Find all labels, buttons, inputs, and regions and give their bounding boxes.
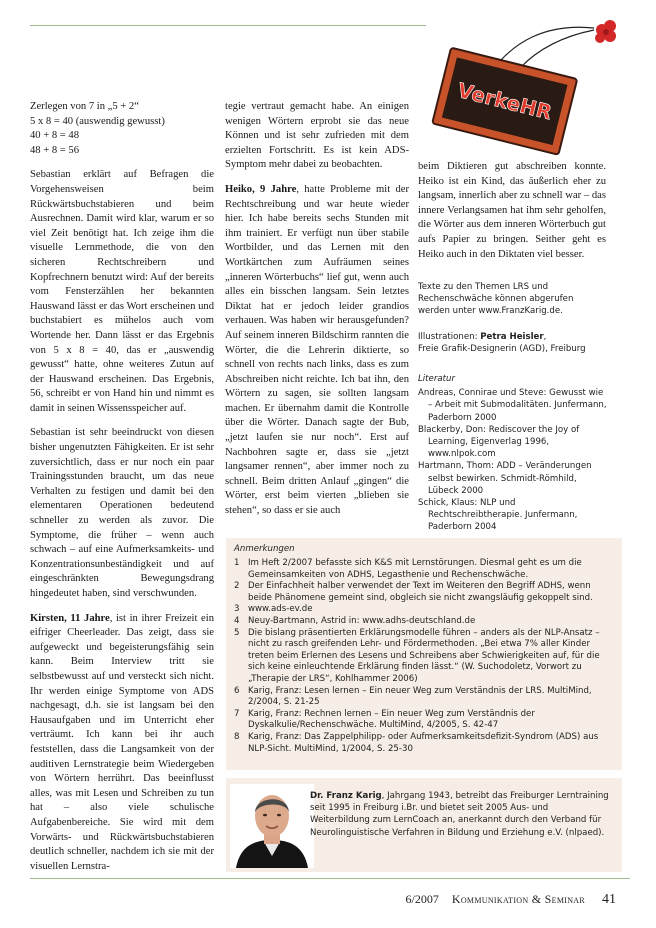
- math-line: 5 x 8 = 40 (auswendig gewusst): [30, 115, 165, 127]
- note-item: [234, 558, 614, 581]
- literature-heading: Literatur: [418, 374, 455, 384]
- note-text: www.ads-ev.de: [248, 604, 313, 615]
- paragraph: tegie vertraut gemacht habe. An einigen wenigen Wörtern erprobt sie das neue Können und ist sehr zufrieden mit dem erzielten Fortschritt. Es ist kein ADS-Symptom mehr dabei zu beobachten.: [225, 101, 409, 171]
- notes-heading: Anmerkungen: [234, 544, 295, 554]
- column-3: [418, 160, 606, 272]
- paragraph-kirsten: [30, 612, 214, 875]
- author-bio-box: [226, 778, 622, 872]
- author-name: Dr. Franz Karig: [310, 791, 382, 801]
- math-line: 40 + 8 = 48: [30, 130, 80, 142]
- note-text: Die bislang präsentierten Erklärungsmodelle führen – anders als der NLP-Ansatz – nicht zu rasch greifenden Lehr- und Fördermethoden. „Bei etwa 7% aller Kinder treten beim Erlernen des Lesens und Schreibens aber Schwierigkeiten auf, für die sich keine einleuchtende Erklärung finden lässt.“ (W. Suchodoletz, Vorwort zu „Therapie der LRS“, Kohlhammer 2006): [248, 627, 600, 684]
- issue-number: 6/2007: [405, 892, 439, 906]
- magazine-name: Kommunikation & Seminar: [451, 892, 585, 906]
- note-number: 7: [234, 708, 240, 719]
- note-text: Karig, Franz: Rechnen lernen – Ein neuer Weg zum Verständnis der Dyskalkulie/Rechenschwäche. MultiMind, 4/2005, S. 42-47: [248, 708, 535, 731]
- note-number: 6: [234, 685, 240, 696]
- note-item: [234, 628, 614, 686]
- sign-word: VerkeHR: [455, 77, 555, 125]
- paragraph-text: , ist in ihrer Freizeit ein eifriger Cheerleader. Das zeigt, dass sie aufgeweckt und begeisterungsfähig sein kann. Beim Interview tritt sie selbstbewusst auf und versteckt sich nicht. Ihr werden einige Symptome von ADS nachgesagt, d.h. sie ist langsam bei den Hausaufgaben und im Unterricht eher verträumt. Ich kann bei ihr auch feststellen, dass die Langsamkeit von der auditiven Lernstrategie beim Wiedergeben von Wörtern herrührt. Das beeinflusst alles, was mit Lesen und Schreiben zu tun hat – also viele schulische Aufgabenbereiche. Sie wird mit dem Vorwärts- und Rückwärtsbuchstabieren deutlich schneller, nachdem ich sie mit der visuellen Lernstra-: [30, 612, 214, 872]
- math-line: 48 + 8 = 56: [30, 144, 80, 156]
- author-bio-body: , Jahrgang 1943, betreibt das Freiburger Lerntraining seit 1995 in Freiburg i.Br. und bietet seit 2005 Aus- und Weiterbildung zum LernCoach an, anerkannt durch den Verband für Neurolinguistische Verfahren in Bildung und Erziehung e.V. (nlpaed).: [310, 791, 609, 838]
- case-name: Kirsten, 11 Jahre: [30, 612, 110, 624]
- literature-item: Schick, Klaus: NLP und Rechtschreibtherapie. Junfermann, Paderborn 2004: [418, 498, 578, 533]
- note-item: [234, 604, 614, 616]
- paragraph-heiko: [225, 183, 409, 519]
- illustration-suffix: ,: [543, 332, 547, 342]
- illustration-line-2: Freie Grafik-Designerin (AGD), Freiburg: [418, 344, 586, 355]
- note-text: Neuy-Bartmann, Astrid in: www.adhs-deutschland.de: [248, 615, 476, 626]
- note-text: Im Heft 2/2007 befasste sich K&S mit Lernstörungen. Diesmal geht es um die Gemeinsamkeiten von ADHS, Legasthenie und Rechenschwäche.: [248, 558, 582, 580]
- flower-icon: [595, 20, 616, 43]
- paragraph: beim Diktieren gut abschreiben konnte. Heiko ist ein Kind, das äußerlich eher zu langsam, innerlich aber zu schnell war – das innere Verlangsamen hat ihm sehr geholfen, die Wörter aus dem inneren Wörterbuch gut aufs Papier zu bringen. Seither geht es Heiko auch in den Diktaten viel besser.: [418, 161, 606, 260]
- page-number: 41: [602, 892, 616, 907]
- texts-note: Texte zu den Themen LRS und Rechenschwäche können abgerufen werden unter www.FranzKarig.de.: [418, 282, 574, 317]
- note-number: 3: [234, 604, 240, 615]
- author-photo: [230, 784, 314, 868]
- literature-item: Blackerby, Don: Rediscover the Joy of Learning, Eigenverlag 1996, www.nlpok.com: [418, 424, 580, 460]
- note-item: [234, 616, 614, 628]
- note-text: Karig, Franz: Lesen lernen – Ein neuer Weg zum Verständnis der LRS. MultiMind, 2/2004, S. 21-25: [248, 685, 592, 708]
- notes-box: [226, 538, 622, 770]
- note-number: 5: [234, 627, 240, 638]
- column-1: [30, 100, 214, 884]
- literature-item: Hartmann, Thom: ADD – Veränderungen selbst bewirken. Schmidt-Römhild, Lübeck 2000: [418, 461, 592, 496]
- paragraph: Sebastian erklärt auf Befragen die Vorgehensweisen beim Rückwärtsbuchstabieren und beim Ausrechnen. Damit wird klar, warum er so viel Zeit benötigt hat. Ich zeige ihm die visuelle Lernmethode, die von den sicheren Rechtschreibern und Kopfrechnern benutzt wird: Auf der bereits vom Fensterzählen her bekannten Hauswand lässt er das Wort erscheinen und buchstabiert es mühelos auch vom Wortende her. Dann lässt er das Ergebnis von 5 x 8 = 40, das er „auswendig gewusst“ hatte, ohne weiteres Zutun auf der Hauswand erscheinen. Das Ergebnis, 56, schreibt er von Hand hin und nimmt es damit in seinen Wissensspeicher auf.: [30, 169, 214, 414]
- math-line: Zerlegen von 7 in „5 + 2“: [30, 101, 139, 112]
- math-example: [30, 100, 214, 158]
- column-2: [225, 100, 409, 529]
- literature-item: Andreas, Connirae und Steve: Gewusst wie – Arbeit mit Submodalitäten. Junfermann, Paderborn 2000: [418, 388, 607, 423]
- illustration-label: Illustrationen:: [418, 332, 481, 342]
- note-text: Karig, Franz: Das Zappelphilipp- oder Aufmerksamkeitsdefizit-Syndrom (ADS) aus NLP-Sicht. MultiMind, 1/2004, S. 25-30: [248, 731, 599, 754]
- case-name: Heiko, 9 Jahre: [225, 183, 297, 195]
- note-item: [234, 709, 614, 732]
- note-item: [234, 581, 614, 604]
- note-number: 4: [234, 615, 240, 626]
- chalkboard-illustration: [424, 8, 638, 156]
- paragraph-text: , hatte Probleme mit der Rechtschreibung und war heute wieder hier. Ich habe bereits sechs Stunden mit ihm trainiert. Er verfügt nun über stabile Wortbilder, und das Lernen mit den Wortkärtchen zum Aufräumen seines „inneren Wörterbuchs“ lief gut, wenn auch alles ein bisschen langsam. Sein letztes Diktat hat er jedoch leider grandios verhauen. Was haben wir herausgefunden? Auf seinem inneren Bildschirm rannten die Wörter, die die Lehrerin diktierte, so schnell von rechts nach links, dass es zum Abschreiben nicht reichte. Ich bat ihn, den Wörtern zu sagen, sie sollten langsam machen. Er übernahm damit die Kontrolle über die Wörter. Danach sagte der Bub, „jetzt laufen sie nur noch“. Erst auf Nachbohren sagte er, dass sie „jetzt langsamer rennen“, aber immer noch zu schnell. Beim dritten Anlauf „gingen“ die Wörter, erst beim vierten „blieben sie stehen“, so dass er sie auch: [225, 183, 409, 517]
- note-number: 2: [234, 581, 240, 592]
- author-bio-text: [310, 790, 610, 839]
- bottom-rule: [30, 878, 630, 879]
- top-rule: [30, 25, 426, 26]
- page-footer: [406, 892, 616, 908]
- note-number: 8: [234, 731, 240, 742]
- notes-list: [234, 558, 614, 755]
- note-text: Der Einfachheit halber verwendet der Text im Weiteren den Begriff ADHS, wenn beide Phänomene gemeint sind, obgleich sie nicht zwangsläufig gekoppelt sind.: [248, 581, 593, 603]
- note-item: [234, 686, 614, 709]
- note-number: 1: [234, 558, 240, 568]
- literature-section: [418, 373, 608, 534]
- note-item: [234, 732, 614, 755]
- illustration-line-1: [418, 331, 608, 343]
- paragraph: Sebastian ist sehr beeindruckt von diesen bisher ungenutzten Fähigkeiten. Er ist sehr zuversichtlich, dass er nur noch ein paar Trainingsstunden braucht, um das neue Verhalten zu festigen und damit bei den elementaren Operationen bedeutend schneller zu werden als zuvor. Die Symptome, die früher – wenn auch schwach – auf eine Aufmerksamkeits- und Konzentrationsunbeständigkeit und auf eingeschränkten Bewegungsdrang hingedeutet haben, sind verschwunden.: [30, 427, 214, 599]
- illustrator-name: Petra Heisler: [480, 332, 544, 342]
- illustration-credit: [418, 331, 608, 355]
